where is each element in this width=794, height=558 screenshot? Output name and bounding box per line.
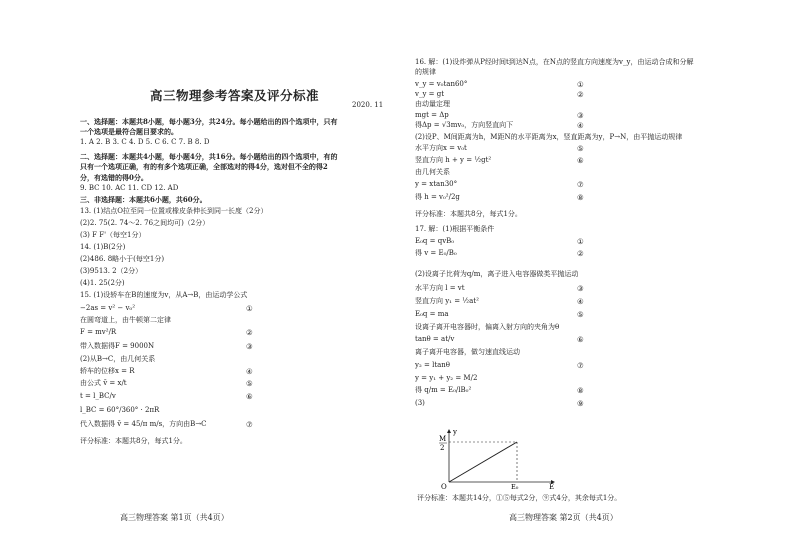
equation-mark: ① <box>577 80 584 89</box>
equation-mark: ⑤ <box>577 144 584 153</box>
scoring-standard-17: 评分标准：本题共14分，①⑤每式2分，⑨式4分，其余每式1分。 <box>417 494 622 502</box>
answer-line: (3) <box>415 399 425 407</box>
equation-mark: ④ <box>246 367 253 376</box>
equation-mark: ② <box>577 249 584 258</box>
answer-line: (2)设P、M间距离为h，M距N的水平距离为x，竖直距离为y，P→N，由平抛运动规律 <box>415 133 683 141</box>
answer-line: 得 h = v₀²/2g <box>415 193 460 201</box>
answer-line: l_BC = 60°/360° · 2πR <box>80 406 160 414</box>
graph-line <box>449 442 517 482</box>
answer-line: t = l_BC/v <box>80 392 116 400</box>
answer-line: F = mv²/R <box>80 328 117 336</box>
answer-line: E₀q = ma <box>415 310 449 318</box>
equation-mark: ⑦ <box>246 420 253 429</box>
answer-line: 竖直方向 h + y = ½gt² <box>415 156 492 164</box>
answer-line: 一个选项是最符合题目要求的。 <box>80 127 178 136</box>
answer-line: 15. (1)设轿车在B的速度为v，从A→B，由运动学公式 <box>80 291 248 299</box>
answer-line: 评分标准：本题共8分，每式1分。 <box>80 437 187 445</box>
answer-line: y = y₁ + y₂ = M/2 <box>415 374 478 382</box>
equation-mark: ⑦ <box>577 180 584 189</box>
answer-line: 的规律 <box>415 68 436 76</box>
x-tick-label: E₀ <box>511 483 519 490</box>
equation-mark: ⑦ <box>577 361 584 370</box>
right-footer: 高三物理答案 第2页（共4页） <box>509 513 618 522</box>
answer-line: 竖直方向 y₁ = ½at² <box>415 297 479 305</box>
answer-line: 水平方向 l = vt <box>415 284 465 292</box>
equation-mark: ⑥ <box>577 156 584 165</box>
answer-line: 得 q/m = E₀/lB₀² <box>415 386 472 394</box>
equation-mark: ⑧ <box>577 386 584 395</box>
equation-mark: ⑤ <box>246 379 253 388</box>
answer-line: 9. BC 10. AC 11. CD 12. AD <box>80 184 179 192</box>
date: 2020. 11 <box>352 101 384 109</box>
answer-line: (3)9513. 2（2分） <box>80 267 143 275</box>
equation-mark: ⑨ <box>577 399 584 408</box>
answer-line: 由公式 v̄ = x/t <box>80 379 127 387</box>
answer-line: 在圆弯道上，由牛顿第二定律 <box>80 316 171 324</box>
answer-line: −2as = v² − v₀² <box>80 304 136 312</box>
y-label-top: M <box>439 435 447 443</box>
answer-line: v_y = v₀tan60° <box>415 80 468 88</box>
answer-line: 二、选择题：本题共4小题，每小题4分，共16分。每小题给出的四个选项中，有的 <box>80 152 338 161</box>
answer-line: 16. 解：(1)设炸弹从P经时间t到达N点，在N点的竖直方向速度为v_y，由运动合成和分解 <box>415 58 694 66</box>
equation-mark: ③ <box>577 111 584 120</box>
equation-mark: ⑥ <box>246 392 253 401</box>
answer-line: 设离子离开电容器时，偏离入射方向的夹角为θ <box>415 323 560 331</box>
answer-line: tanθ = at/v <box>415 335 455 343</box>
answer-line: y = xtan30° <box>415 180 458 188</box>
answer-line: 轿车的位移x = R <box>80 367 135 375</box>
answer-line: 由几何关系 <box>415 168 450 176</box>
answer-line: (2)486. 8略小于(每空1分) <box>80 255 165 263</box>
answer-line: 分，有选错的得0分。 <box>80 173 148 182</box>
answer-line: 得 v = E₀/B₀ <box>415 249 457 257</box>
equation-mark: ⑤ <box>577 310 584 319</box>
page-title: 高三物理参考答案及评分标准 <box>150 88 320 103</box>
answer-line: 水平方向x = v₀t <box>415 144 467 152</box>
right-page <box>397 0 794 558</box>
answer-line: 代入数据得 v̄ = 45/π m/s，方向由B→C <box>80 420 207 428</box>
equation-mark: ② <box>577 90 584 99</box>
answer-line: 13. (1)结点O拉至同一位置或橡皮条伸长到同一长度（2分） <box>80 207 268 215</box>
origin-label: O <box>441 483 447 490</box>
answer-line: 一、选择题：本题共8小题，每小题3分，共24分。每小题给出的四个选项中，只有 <box>80 117 338 126</box>
equation-mark: ① <box>577 237 584 246</box>
equation-mark: ③ <box>246 342 253 351</box>
left-footer: 高三物理答案 第1页（共4页） <box>120 513 229 522</box>
answer-line: 离子离开电容器，做匀速直线运动 <box>415 348 520 356</box>
answer-line: 17. 解：(1)根据平衡条件 <box>415 225 495 233</box>
answer-line: E₀q = qvB₀ <box>415 237 455 245</box>
answer-line: (4)1. 25(2分) <box>80 279 125 287</box>
answer-line: 14. (1)B(2分) <box>80 243 126 251</box>
answer-line: 由动量定理 <box>415 100 450 108</box>
answer-line: y₂ = ltanθ <box>415 361 451 369</box>
y-label-bottom: 2 <box>440 444 445 452</box>
answer-line: (2)2. 75(2. 74～2. 76之间均可)（2分） <box>80 219 210 227</box>
answer-line: 得Δp = √3mv₀，方向竖直向下 <box>415 121 514 129</box>
equation-mark: ③ <box>577 284 584 293</box>
x-axis-label: E <box>549 483 555 490</box>
equation-mark: ④ <box>577 121 584 130</box>
answer-line: 1. A 2. B 3. C 4. D 5. C 6. C 7. B 8. D <box>80 138 210 146</box>
answer-line: (3) F F'（每空1分） <box>80 231 146 239</box>
equation-mark: ② <box>246 328 253 337</box>
answer-line: (2)设离子比荷为q/m，离子进入电容器做类平抛运动 <box>415 270 579 278</box>
answer-line: 三、非选择题：本题共6小题，共60分。 <box>80 195 207 204</box>
y-e-graph <box>439 428 559 490</box>
answer-line: 只有一个选项正确，有的有多个选项正确，全部选对的得4分，选对但不全的得2 <box>80 162 328 171</box>
answer-line: 评分标准：本题共8分，每式1分。 <box>415 210 522 218</box>
y-axis-label: y <box>453 428 457 436</box>
answer-line: (2)从B→C，由几何关系 <box>80 355 156 363</box>
answer-line: mgt = Δp <box>415 111 449 119</box>
answer-line: 带入数据得F = 9000N <box>80 342 155 350</box>
equation-mark: ① <box>246 304 253 313</box>
equation-mark: ⑧ <box>577 193 584 202</box>
equation-mark: ④ <box>577 297 584 306</box>
y-axis-arrow <box>447 429 451 433</box>
equation-mark: ⑥ <box>577 335 584 344</box>
answer-line: v_y = gt <box>415 90 445 98</box>
